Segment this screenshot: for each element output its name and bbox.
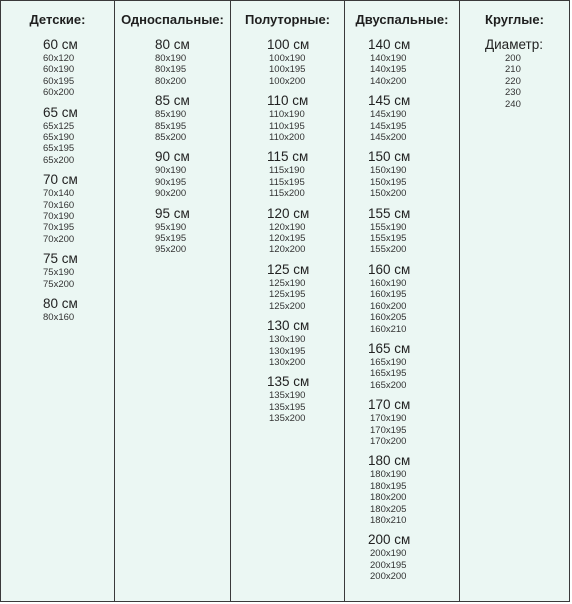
size-item: 210 [505,64,521,76]
size-item: 130x195 [269,345,306,357]
size-group-label: 80 см [43,296,78,312]
size-item: 140x200 [370,75,407,87]
size-item: 160x200 [370,300,407,312]
size-item: 180x195 [370,480,407,492]
size-item: 70x160 [43,199,75,211]
size-item: 115x190 [269,165,305,177]
size-item: 140x195 [370,64,407,76]
size-list [368,222,459,256]
size-list [368,278,459,335]
size-list [368,413,459,447]
size-list [368,53,459,87]
size-list [267,109,344,143]
size-item: 115x200 [269,188,305,200]
size-item: 135x200 [269,413,306,425]
column-header: Полуторные: [244,12,331,27]
size-item: 145x195 [370,120,407,132]
size-group [368,94,459,143]
column-round [460,1,569,601]
size-item: 95x190 [155,221,187,233]
size-list [368,548,459,582]
size-item: 65x125 [43,120,75,132]
size-group [368,342,459,391]
size-item: 75x200 [43,278,75,290]
size-item: 60x120 [43,53,75,64]
size-group [43,252,114,290]
size-groups [460,38,569,110]
size-group-label: 120 см [267,205,310,221]
size-list [267,53,344,87]
size-group [368,38,459,87]
size-group-label: 65 см [43,104,78,120]
size-list [368,165,459,199]
size-group [43,173,114,245]
size-item: 125x190 [269,277,306,289]
size-item: 145x200 [370,132,407,144]
size-group-label: 110 см [267,93,309,109]
size-item: 155x200 [370,244,407,256]
size-list [155,165,230,199]
size-item: 120x195 [269,233,306,245]
size-item: 70x195 [43,222,75,234]
size-item: 155x195 [370,233,407,245]
size-group [368,398,459,447]
size-item: 65x195 [43,143,75,155]
size-item: 220 [505,75,521,87]
size-list [155,109,230,143]
size-item: 125x195 [269,289,306,301]
size-list [43,121,114,167]
size-item: 80x160 [43,312,75,324]
size-group-label: 180 см [368,453,411,469]
size-group-label: 135 см [267,374,310,390]
size-item: 85x190 [155,109,187,121]
size-item: 180x190 [370,469,407,481]
size-item: 70x190 [43,211,75,223]
size-item: 100x195 [269,64,306,76]
size-item: 95x200 [155,244,187,256]
size-group [267,94,344,143]
size-group [267,150,344,199]
size-list [43,53,114,99]
size-group [43,106,114,167]
size-item: 85x200 [155,132,187,144]
size-item: 85x195 [155,120,187,132]
size-group-label: 70 см [43,172,78,188]
column-header: Односпальные: [121,12,224,27]
size-list [267,222,344,256]
size-item: 170x190 [370,413,407,425]
size-item: 65x200 [43,154,75,166]
size-group-label: 125 см [267,261,310,277]
size-group-label: 90 см [155,149,190,165]
size-group [485,38,569,110]
size-item: 160x195 [370,289,407,301]
size-list [368,357,459,391]
size-group [267,38,344,87]
size-item: 155x190 [370,221,407,233]
size-item: 90x200 [155,188,187,200]
size-item: 230 [505,87,521,99]
size-item: 180x205 [370,503,407,515]
size-groups [1,38,114,324]
size-item: 70x200 [43,233,75,245]
size-item: 80x190 [155,53,187,64]
size-list [43,267,114,290]
size-group-label: 155 см [368,205,411,221]
size-item: 135x190 [269,390,306,402]
size-groups [345,38,459,583]
size-item: 180x200 [370,492,407,504]
size-group-label: 170 см [368,397,411,413]
size-item: 75x190 [43,267,75,279]
size-item: 95x195 [155,233,187,245]
size-group [368,207,459,256]
size-group [155,150,230,199]
size-item: 135x195 [269,401,306,413]
size-item: 100x200 [269,75,306,87]
size-group-label: 60 см [43,37,78,52]
size-item: 150x200 [370,188,407,200]
size-item: 60x195 [43,75,75,87]
size-group [368,533,459,582]
size-list [267,390,344,424]
size-group [155,38,230,87]
size-group [368,263,459,335]
column-header: Детские: [29,12,86,27]
size-group-label: 145 см [368,93,411,109]
size-item: 160x210 [370,323,407,335]
size-item: 150x195 [370,176,407,188]
size-item: 80x195 [155,64,187,76]
size-item: 115x195 [269,176,305,188]
size-item: 60x200 [43,87,75,99]
size-groups [231,38,344,425]
size-group-label: 200 см [368,532,411,548]
size-list [267,165,344,199]
size-item: 120x200 [269,244,306,256]
size-item: 60x190 [43,64,75,76]
column-single [115,1,231,601]
size-group-label: 165 см [368,340,411,356]
size-item: 110x190 [269,109,305,121]
size-item: 80x200 [155,75,187,87]
size-item: 180x210 [370,514,407,526]
size-list [485,53,569,110]
size-group-label: 150 см [368,149,411,165]
size-group-label: Диаметр: [485,37,543,52]
size-group-label: 95 см [155,205,190,221]
size-list [155,53,230,87]
column-header: Круглые: [485,12,544,27]
size-item: 110x195 [269,120,305,132]
size-group-label: 160 см [368,261,411,277]
size-item: 200x195 [370,559,407,571]
size-item: 165x195 [370,368,407,380]
size-group-label: 130 см [267,318,310,334]
size-item: 110x200 [269,132,305,144]
size-item: 200x190 [370,548,407,560]
size-group [43,297,114,323]
size-item: 120x190 [269,221,306,233]
size-group-label: 85 см [155,93,190,109]
size-item: 145x190 [370,109,407,121]
size-group-label: 140 см [368,37,411,52]
size-list [155,222,230,256]
size-list [43,188,114,245]
size-list [43,312,114,323]
size-item: 200 [505,53,521,64]
size-group-label: 115 см [267,149,309,165]
size-item: 130x190 [269,334,306,346]
size-list [267,334,344,368]
size-group [267,319,344,368]
size-groups [115,38,230,256]
size-group [43,38,114,99]
size-item: 70x140 [43,188,75,200]
size-item: 65x190 [43,132,75,144]
size-item: 160x190 [370,277,407,289]
column-header: Двуспальные: [355,12,449,27]
size-item: 125x200 [269,300,306,312]
size-item: 165x190 [370,356,407,368]
size-group [267,263,344,312]
column-one-and-half [231,1,345,601]
size-item: 200x200 [370,571,407,583]
size-group-label: 80 см [155,37,190,52]
column-double [345,1,460,601]
size-group-label: 100 см [267,37,310,52]
size-item: 90x195 [155,176,187,188]
size-item: 100x190 [269,53,306,64]
size-group-label: 75 см [43,251,78,267]
size-group [267,207,344,256]
size-list [368,469,459,526]
column-childrens [1,1,115,601]
size-list [368,109,459,143]
size-item: 160x205 [370,312,407,324]
size-item: 90x190 [155,165,187,177]
size-item: 170x195 [370,424,407,436]
size-list [267,278,344,312]
size-group [368,454,459,526]
size-item: 130x200 [269,356,306,368]
size-item: 150x190 [370,165,407,177]
size-group [155,94,230,143]
size-item: 165x200 [370,379,407,391]
size-item: 240 [505,98,521,110]
size-item: 170x200 [370,435,407,447]
size-group [267,375,344,424]
size-group [155,207,230,256]
size-item: 140x190 [370,53,407,64]
size-group [368,150,459,199]
